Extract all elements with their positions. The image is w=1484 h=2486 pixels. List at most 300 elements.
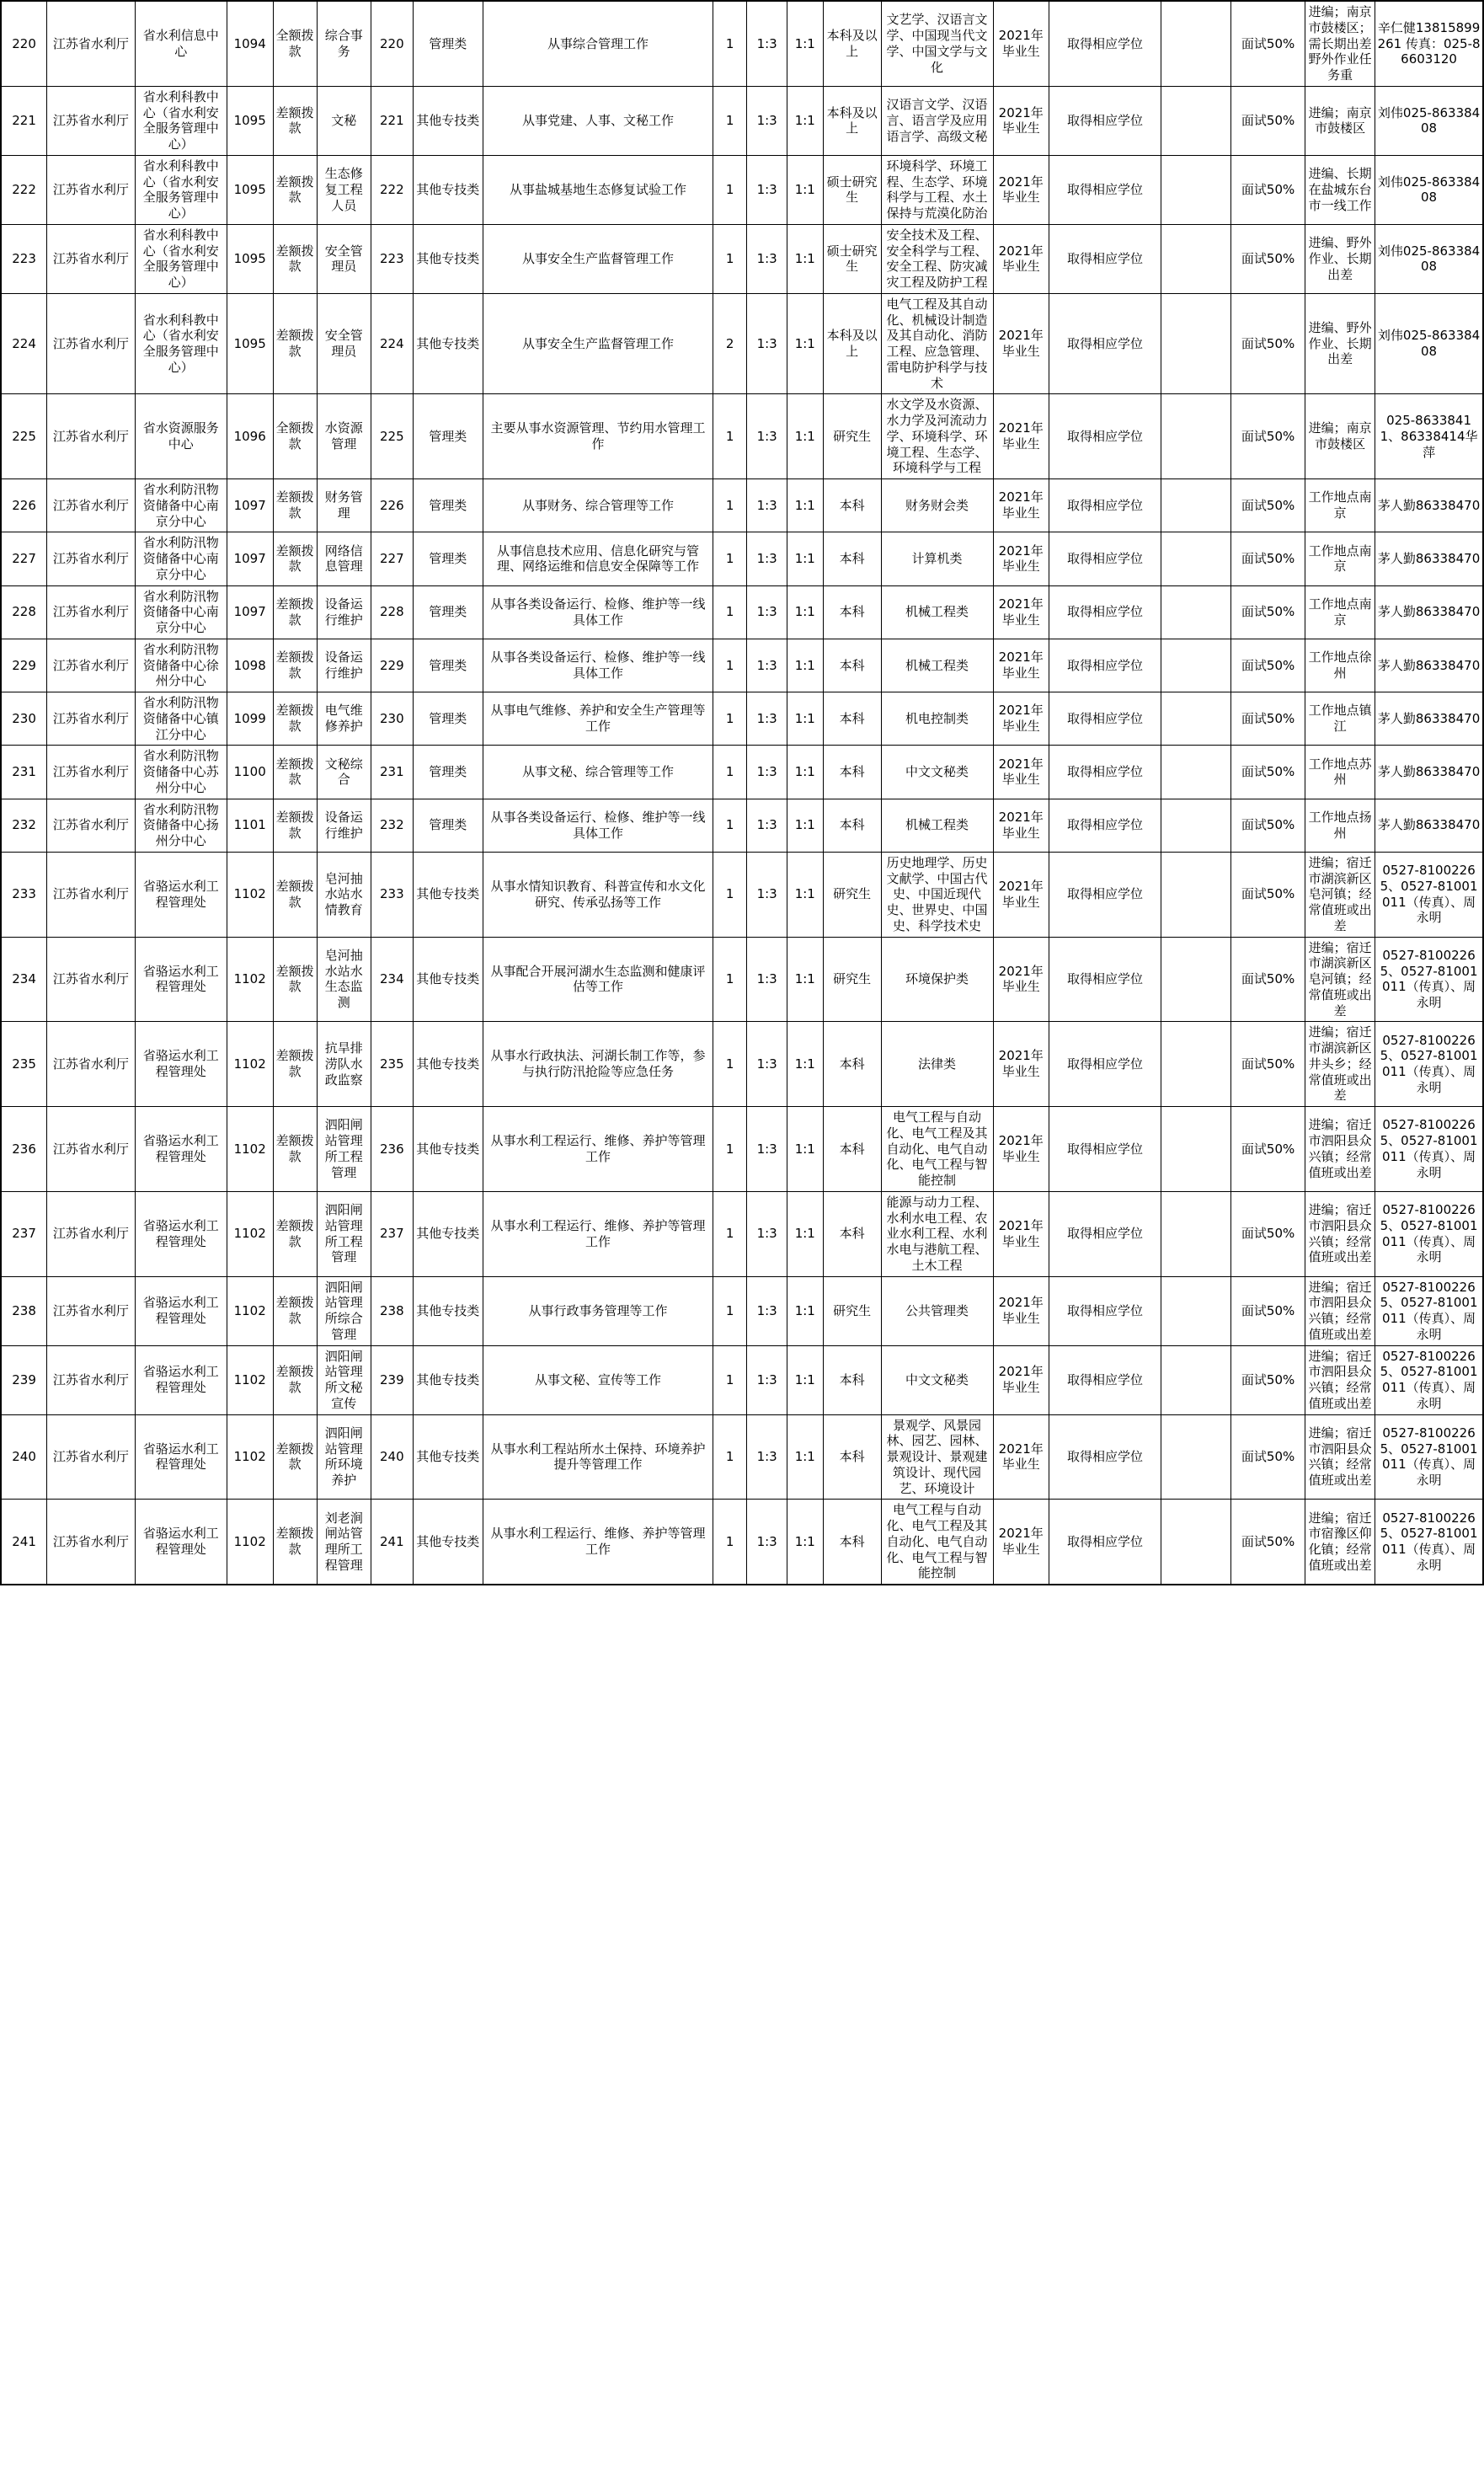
post-type-cell: 其他专技类 xyxy=(413,1191,483,1276)
dept-cell: 江苏省水利厅 xyxy=(47,585,136,639)
unit-cell: 省水利防汛物资储备中心苏州分中心 xyxy=(135,746,227,799)
row-index: 225 xyxy=(1,394,47,479)
interview-ratio-cell: 1:1 xyxy=(787,852,823,937)
row-index: 233 xyxy=(1,852,47,937)
table-row xyxy=(1,293,1483,394)
post-type-cell: 管理类 xyxy=(413,639,483,692)
interview-ratio-cell: 1:1 xyxy=(787,1107,823,1192)
other-cell xyxy=(1161,937,1231,1022)
contact-cell: 辛仁健13815899261 传真：025-86603120 xyxy=(1375,1,1483,86)
headcount-cell: 1 xyxy=(713,937,747,1022)
grad-year-cell: 2021年毕业生 xyxy=(993,1500,1049,1585)
dept-cell: 江苏省水利厅 xyxy=(47,1107,136,1192)
post-type-cell: 其他专技类 xyxy=(413,155,483,224)
contact-cell: 茅人勤86338470 xyxy=(1375,692,1483,746)
unit-cell: 省骆运水利工程管理处 xyxy=(135,1500,227,1585)
duty-cell: 从事信息技术应用、信息化研究与管理、网络运维和信息安全保障等工作 xyxy=(483,532,713,585)
grad-year-cell: 2021年毕业生 xyxy=(993,1191,1049,1276)
table-row xyxy=(1,479,1483,532)
interview-ratio-cell: 1:1 xyxy=(787,155,823,224)
headcount-cell: 1 xyxy=(713,1500,747,1585)
degree-cell: 取得相应学位 xyxy=(1049,692,1161,746)
other-cell xyxy=(1161,155,1231,224)
degree-cell: 取得相应学位 xyxy=(1049,86,1161,155)
duty-cell: 从事文秘、综合管理等工作 xyxy=(483,746,713,799)
major-cell: 电气工程与自动化、电气工程及其自动化、电气自动化、电气工程与智能控制 xyxy=(881,1500,993,1585)
contact-cell: 0527-81002265、0527-81001011（传真）、周永明 xyxy=(1375,1022,1483,1107)
headcount-cell: 2 xyxy=(713,293,747,394)
post-code-cell: 227 xyxy=(371,532,413,585)
dept-cell: 江苏省水利厅 xyxy=(47,1191,136,1276)
table-row xyxy=(1,852,1483,937)
headcount-cell: 1 xyxy=(713,479,747,532)
exam-method-cell: 面试50% xyxy=(1231,692,1305,746)
education-cell: 本科 xyxy=(823,746,881,799)
headcount-cell: 1 xyxy=(713,1191,747,1276)
degree-cell: 取得相应学位 xyxy=(1049,1500,1161,1585)
unit-cell: 省骆运水利工程管理处 xyxy=(135,937,227,1022)
post-code-cell: 221 xyxy=(371,86,413,155)
grad-year-cell: 2021年毕业生 xyxy=(993,532,1049,585)
open-ratio-cell: 1:3 xyxy=(747,1022,787,1107)
remark-cell: 工作地点扬州 xyxy=(1305,799,1375,852)
interview-ratio-cell: 1:1 xyxy=(787,532,823,585)
post-cell: 网络信息管理 xyxy=(317,532,371,585)
degree-cell: 取得相应学位 xyxy=(1049,1276,1161,1345)
other-cell xyxy=(1161,639,1231,692)
contact-cell: 茅人勤86338470 xyxy=(1375,799,1483,852)
unit-code-cell: 1102 xyxy=(227,1414,273,1500)
funding-cell: 差额拨款 xyxy=(273,692,317,746)
post-code-cell: 222 xyxy=(371,155,413,224)
dept-cell: 江苏省水利厅 xyxy=(47,1345,136,1414)
duty-cell: 从事水利工程运行、维修、养护等管理工作 xyxy=(483,1191,713,1276)
other-cell xyxy=(1161,1414,1231,1500)
education-cell: 本科 xyxy=(823,1500,881,1585)
open-ratio-cell: 1:3 xyxy=(747,1107,787,1192)
duty-cell: 从事水利工程运行、维修、养护等管理工作 xyxy=(483,1107,713,1192)
unit-code-cell: 1095 xyxy=(227,155,273,224)
grad-year-cell: 2021年毕业生 xyxy=(993,1,1049,86)
interview-ratio-cell: 1:1 xyxy=(787,224,823,293)
major-cell: 景观学、风景园林、园艺、园林、景观设计、景观建筑设计、现代园艺、环境设计 xyxy=(881,1414,993,1500)
interview-ratio-cell: 1:1 xyxy=(787,1022,823,1107)
duty-cell: 从事水情知识教育、科普宣传和水文化研究、传承弘扬等工作 xyxy=(483,852,713,937)
contact-cell: 0527-81002265、0527-81001011（传真）、周永明 xyxy=(1375,1276,1483,1345)
post-type-cell: 其他专技类 xyxy=(413,1107,483,1192)
remark-cell: 进编、野外作业、长期出差 xyxy=(1305,293,1375,394)
table-body xyxy=(1,1,1483,1585)
open-ratio-cell: 1:3 xyxy=(747,1191,787,1276)
grad-year-cell: 2021年毕业生 xyxy=(993,1414,1049,1500)
funding-cell: 差额拨款 xyxy=(273,293,317,394)
major-cell: 中文文秘类 xyxy=(881,746,993,799)
open-ratio-cell: 1:3 xyxy=(747,692,787,746)
unit-code-cell: 1095 xyxy=(227,224,273,293)
open-ratio-cell: 1:3 xyxy=(747,639,787,692)
unit-code-cell: 1102 xyxy=(227,852,273,937)
remark-cell: 进编；南京市鼓楼区 xyxy=(1305,86,1375,155)
exam-method-cell: 面试50% xyxy=(1231,86,1305,155)
post-code-cell: 233 xyxy=(371,852,413,937)
interview-ratio-cell: 1:1 xyxy=(787,639,823,692)
remark-cell: 进编；宿迁市泗阳县众兴镇；经常值班或出差 xyxy=(1305,1107,1375,1192)
grad-year-cell: 2021年毕业生 xyxy=(993,1107,1049,1192)
other-cell xyxy=(1161,1345,1231,1414)
row-index: 237 xyxy=(1,1191,47,1276)
table-row xyxy=(1,155,1483,224)
remark-cell: 进编、长期在盐城东台市一线工作 xyxy=(1305,155,1375,224)
education-cell: 本科 xyxy=(823,799,881,852)
unit-cell: 省骆运水利工程管理处 xyxy=(135,1345,227,1414)
interview-ratio-cell: 1:1 xyxy=(787,479,823,532)
post-type-cell: 其他专技类 xyxy=(413,1500,483,1585)
remark-cell: 工作地点苏州 xyxy=(1305,746,1375,799)
dept-cell: 江苏省水利厅 xyxy=(47,1022,136,1107)
exam-method-cell: 面试50% xyxy=(1231,532,1305,585)
unit-code-cell: 1102 xyxy=(227,1022,273,1107)
degree-cell: 取得相应学位 xyxy=(1049,852,1161,937)
open-ratio-cell: 1:3 xyxy=(747,852,787,937)
interview-ratio-cell: 1:1 xyxy=(787,1500,823,1585)
funding-cell: 全额拨款 xyxy=(273,1,317,86)
unit-code-cell: 1102 xyxy=(227,1276,273,1345)
row-index: 236 xyxy=(1,1107,47,1192)
remark-cell: 进编；宿迁市泗阳县众兴镇；经常值班或出差 xyxy=(1305,1345,1375,1414)
degree-cell: 取得相应学位 xyxy=(1049,799,1161,852)
post-cell: 财务管理 xyxy=(317,479,371,532)
table-row xyxy=(1,639,1483,692)
grad-year-cell: 2021年毕业生 xyxy=(993,394,1049,479)
post-cell: 泗阳闸站管理所工程管理 xyxy=(317,1191,371,1276)
education-cell: 研究生 xyxy=(823,394,881,479)
post-cell: 安全管理员 xyxy=(317,224,371,293)
interview-ratio-cell: 1:1 xyxy=(787,293,823,394)
grad-year-cell: 2021年毕业生 xyxy=(993,1276,1049,1345)
dept-cell: 江苏省水利厅 xyxy=(47,852,136,937)
major-cell: 安全技术及工程、安全科学与工程、安全工程、防灾减灾工程及防护工程 xyxy=(881,224,993,293)
education-cell: 研究生 xyxy=(823,937,881,1022)
unit-code-cell: 1102 xyxy=(227,1500,273,1585)
unit-code-cell: 1098 xyxy=(227,639,273,692)
duty-cell: 从事行政事务管理等工作 xyxy=(483,1276,713,1345)
duty-cell: 从事综合管理工作 xyxy=(483,1,713,86)
major-cell: 财务财会类 xyxy=(881,479,993,532)
duty-cell: 从事安全生产监督管理工作 xyxy=(483,293,713,394)
post-cell: 文秘 xyxy=(317,86,371,155)
other-cell xyxy=(1161,746,1231,799)
education-cell: 本科 xyxy=(823,1345,881,1414)
exam-method-cell: 面试50% xyxy=(1231,585,1305,639)
grad-year-cell: 2021年毕业生 xyxy=(993,746,1049,799)
dept-cell: 江苏省水利厅 xyxy=(47,224,136,293)
grad-year-cell: 2021年毕业生 xyxy=(993,937,1049,1022)
table-row xyxy=(1,692,1483,746)
post-code-cell: 226 xyxy=(371,479,413,532)
grad-year-cell: 2021年毕业生 xyxy=(993,479,1049,532)
post-cell: 文秘综合 xyxy=(317,746,371,799)
remark-cell: 进编；南京市鼓楼区；需长期出差野外作业任务重 xyxy=(1305,1,1375,86)
post-code-cell: 232 xyxy=(371,799,413,852)
unit-cell: 省骆运水利工程管理处 xyxy=(135,1191,227,1276)
post-cell: 安全管理员 xyxy=(317,293,371,394)
post-code-cell: 238 xyxy=(371,1276,413,1345)
dept-cell: 江苏省水利厅 xyxy=(47,692,136,746)
dept-cell: 江苏省水利厅 xyxy=(47,799,136,852)
education-cell: 本科及以上 xyxy=(823,293,881,394)
post-code-cell: 223 xyxy=(371,224,413,293)
exam-method-cell: 面试50% xyxy=(1231,479,1305,532)
exam-method-cell: 面试50% xyxy=(1231,1107,1305,1192)
headcount-cell: 1 xyxy=(713,692,747,746)
exam-method-cell: 面试50% xyxy=(1231,1414,1305,1500)
major-cell: 机械工程类 xyxy=(881,639,993,692)
unit-code-cell: 1102 xyxy=(227,937,273,1022)
post-type-cell: 其他专技类 xyxy=(413,852,483,937)
post-type-cell: 管理类 xyxy=(413,799,483,852)
post-cell: 设备运行维护 xyxy=(317,639,371,692)
row-index: 221 xyxy=(1,86,47,155)
funding-cell: 差额拨款 xyxy=(273,1276,317,1345)
exam-method-cell: 面试50% xyxy=(1231,155,1305,224)
row-index: 229 xyxy=(1,639,47,692)
exam-method-cell: 面试50% xyxy=(1231,224,1305,293)
unit-cell: 省水利信息中心 xyxy=(135,1,227,86)
table-row xyxy=(1,937,1483,1022)
contact-cell: 0527-81002265、0527-81001011（传真）、周永明 xyxy=(1375,1414,1483,1500)
exam-method-cell: 面试50% xyxy=(1231,394,1305,479)
contact-cell: 0527-81002265、0527-81001011（传真）、周永明 xyxy=(1375,1191,1483,1276)
post-cell: 刘老涧闸站管理所工程管理 xyxy=(317,1500,371,1585)
unit-cell: 省水利科教中心（省水利安全服务管理中心） xyxy=(135,155,227,224)
unit-cell: 省水利防汛物资储备中心徐州分中心 xyxy=(135,639,227,692)
contact-cell: 0527-81002265、0527-81001011（传真）、周永明 xyxy=(1375,1107,1483,1192)
headcount-cell: 1 xyxy=(713,224,747,293)
open-ratio-cell: 1:3 xyxy=(747,1276,787,1345)
funding-cell: 差额拨款 xyxy=(273,937,317,1022)
headcount-cell: 1 xyxy=(713,852,747,937)
post-code-cell: 225 xyxy=(371,394,413,479)
contact-cell: 刘伟025-86338408 xyxy=(1375,86,1483,155)
unit-code-cell: 1096 xyxy=(227,394,273,479)
unit-code-cell: 1097 xyxy=(227,532,273,585)
contact-cell: 茅人勤86338470 xyxy=(1375,479,1483,532)
degree-cell: 取得相应学位 xyxy=(1049,1022,1161,1107)
unit-code-cell: 1095 xyxy=(227,293,273,394)
other-cell xyxy=(1161,1,1231,86)
interview-ratio-cell: 1:1 xyxy=(787,799,823,852)
grad-year-cell: 2021年毕业生 xyxy=(993,293,1049,394)
table-row xyxy=(1,394,1483,479)
duty-cell: 从事配合开展河湖水生态监测和健康评估等工作 xyxy=(483,937,713,1022)
education-cell: 研究生 xyxy=(823,852,881,937)
degree-cell: 取得相应学位 xyxy=(1049,532,1161,585)
contact-cell: 刘伟025-86338408 xyxy=(1375,224,1483,293)
funding-cell: 差额拨款 xyxy=(273,1191,317,1276)
education-cell: 本科 xyxy=(823,1414,881,1500)
table-row xyxy=(1,224,1483,293)
interview-ratio-cell: 1:1 xyxy=(787,692,823,746)
education-cell: 本科 xyxy=(823,1022,881,1107)
open-ratio-cell: 1:3 xyxy=(747,1500,787,1585)
funding-cell: 差额拨款 xyxy=(273,852,317,937)
exam-method-cell: 面试50% xyxy=(1231,293,1305,394)
headcount-cell: 1 xyxy=(713,639,747,692)
table-row xyxy=(1,86,1483,155)
degree-cell: 取得相应学位 xyxy=(1049,937,1161,1022)
post-type-cell: 管理类 xyxy=(413,532,483,585)
funding-cell: 差额拨款 xyxy=(273,1414,317,1500)
post-code-cell: 220 xyxy=(371,1,413,86)
major-cell: 法律类 xyxy=(881,1022,993,1107)
post-code-cell: 241 xyxy=(371,1500,413,1585)
grad-year-cell: 2021年毕业生 xyxy=(993,585,1049,639)
table-row xyxy=(1,1,1483,86)
degree-cell: 取得相应学位 xyxy=(1049,1191,1161,1276)
remark-cell: 进编；宿迁市湖滨新区皂河镇；经常值班或出差 xyxy=(1305,852,1375,937)
table-row xyxy=(1,799,1483,852)
grad-year-cell: 2021年毕业生 xyxy=(993,224,1049,293)
exam-method-cell: 面试50% xyxy=(1231,937,1305,1022)
headcount-cell: 1 xyxy=(713,394,747,479)
table-row xyxy=(1,1500,1483,1585)
row-index: 240 xyxy=(1,1414,47,1500)
post-type-cell: 其他专技类 xyxy=(413,1414,483,1500)
post-cell: 皂河抽水站水情教育 xyxy=(317,852,371,937)
duty-cell: 从事各类设备运行、检修、维护等一线具体工作 xyxy=(483,585,713,639)
exam-method-cell: 面试50% xyxy=(1231,746,1305,799)
duty-cell: 从事水利工程站所水土保持、环境养护提升等管理工作 xyxy=(483,1414,713,1500)
exam-method-cell: 面试50% xyxy=(1231,1276,1305,1345)
interview-ratio-cell: 1:1 xyxy=(787,1191,823,1276)
remark-cell: 进编、野外作业、长期出差 xyxy=(1305,224,1375,293)
degree-cell: 取得相应学位 xyxy=(1049,1107,1161,1192)
major-cell: 计算机类 xyxy=(881,532,993,585)
post-code-cell: 229 xyxy=(371,639,413,692)
unit-cell: 省水利科教中心（省水利安全服务管理中心） xyxy=(135,293,227,394)
degree-cell: 取得相应学位 xyxy=(1049,639,1161,692)
contact-cell: 刘伟025-86338408 xyxy=(1375,293,1483,394)
unit-cell: 省水利科教中心（省水利安全服务管理中心） xyxy=(135,224,227,293)
duty-cell: 从事盐城基地生态修复试验工作 xyxy=(483,155,713,224)
unit-code-cell: 1099 xyxy=(227,692,273,746)
duty-cell: 从事各类设备运行、检修、维护等一线具体工作 xyxy=(483,799,713,852)
headcount-cell: 1 xyxy=(713,799,747,852)
contact-cell: 茅人勤86338470 xyxy=(1375,532,1483,585)
duty-cell: 从事水行政执法、河湖长制工作等，参与执行防汛抢险等应急任务 xyxy=(483,1022,713,1107)
post-cell: 电气维修养护 xyxy=(317,692,371,746)
education-cell: 本科 xyxy=(823,639,881,692)
remark-cell: 工作地点南京 xyxy=(1305,585,1375,639)
duty-cell: 从事财务、综合管理等工作 xyxy=(483,479,713,532)
row-index: 220 xyxy=(1,1,47,86)
dept-cell: 江苏省水利厅 xyxy=(47,394,136,479)
other-cell xyxy=(1161,86,1231,155)
open-ratio-cell: 1:3 xyxy=(747,293,787,394)
remark-cell: 进编；宿迁市泗阳县众兴镇；经常值班或出差 xyxy=(1305,1414,1375,1500)
post-code-cell: 236 xyxy=(371,1107,413,1192)
remark-cell: 进编；宿迁市泗阳县众兴镇；经常值班或出差 xyxy=(1305,1191,1375,1276)
exam-method-cell: 面试50% xyxy=(1231,852,1305,937)
post-code-cell: 231 xyxy=(371,746,413,799)
education-cell: 本科 xyxy=(823,532,881,585)
grad-year-cell: 2021年毕业生 xyxy=(993,639,1049,692)
unit-cell: 省骆运水利工程管理处 xyxy=(135,1107,227,1192)
other-cell xyxy=(1161,479,1231,532)
grad-year-cell: 2021年毕业生 xyxy=(993,799,1049,852)
other-cell xyxy=(1161,1191,1231,1276)
education-cell: 硕士研究生 xyxy=(823,155,881,224)
education-cell: 本科 xyxy=(823,479,881,532)
table-row xyxy=(1,585,1483,639)
unit-code-cell: 1101 xyxy=(227,799,273,852)
funding-cell: 差额拨款 xyxy=(273,86,317,155)
other-cell xyxy=(1161,293,1231,394)
unit-cell: 省水利防汛物资储备中心扬州分中心 xyxy=(135,799,227,852)
funding-cell: 差额拨款 xyxy=(273,746,317,799)
post-code-cell: 234 xyxy=(371,937,413,1022)
dept-cell: 江苏省水利厅 xyxy=(47,1276,136,1345)
exam-method-cell: 面试50% xyxy=(1231,1,1305,86)
post-type-cell: 管理类 xyxy=(413,692,483,746)
funding-cell: 差额拨款 xyxy=(273,532,317,585)
post-code-cell: 228 xyxy=(371,585,413,639)
open-ratio-cell: 1:3 xyxy=(747,937,787,1022)
exam-method-cell: 面试50% xyxy=(1231,799,1305,852)
headcount-cell: 1 xyxy=(713,1276,747,1345)
open-ratio-cell: 1:3 xyxy=(747,532,787,585)
post-type-cell: 管理类 xyxy=(413,746,483,799)
funding-cell: 差额拨款 xyxy=(273,1500,317,1585)
major-cell: 文艺学、汉语言文学、中国现当代文学、中国文学与文化 xyxy=(881,1,993,86)
headcount-cell: 1 xyxy=(713,155,747,224)
post-type-cell: 其他专技类 xyxy=(413,1276,483,1345)
row-index: 238 xyxy=(1,1276,47,1345)
degree-cell: 取得相应学位 xyxy=(1049,746,1161,799)
unit-cell: 省骆运水利工程管理处 xyxy=(135,1022,227,1107)
post-cell: 设备运行维护 xyxy=(317,585,371,639)
remark-cell: 工作地点南京 xyxy=(1305,479,1375,532)
row-index: 234 xyxy=(1,937,47,1022)
row-index: 226 xyxy=(1,479,47,532)
funding-cell: 全额拨款 xyxy=(273,394,317,479)
interview-ratio-cell: 1:1 xyxy=(787,1345,823,1414)
dept-cell: 江苏省水利厅 xyxy=(47,937,136,1022)
grad-year-cell: 2021年毕业生 xyxy=(993,155,1049,224)
degree-cell: 取得相应学位 xyxy=(1049,394,1161,479)
contact-cell: 0527-81002265、0527-81001011（传真）、周永明 xyxy=(1375,1500,1483,1585)
unit-cell: 省水利防汛物资储备中心镇江分中心 xyxy=(135,692,227,746)
grad-year-cell: 2021年毕业生 xyxy=(993,1022,1049,1107)
interview-ratio-cell: 1:1 xyxy=(787,1,823,86)
interview-ratio-cell: 1:1 xyxy=(787,937,823,1022)
table-row xyxy=(1,1107,1483,1192)
contact-cell: 茅人勤86338470 xyxy=(1375,639,1483,692)
unit-code-cell: 1097 xyxy=(227,479,273,532)
dept-cell: 江苏省水利厅 xyxy=(47,479,136,532)
row-index: 230 xyxy=(1,692,47,746)
major-cell: 公共管理类 xyxy=(881,1276,993,1345)
other-cell xyxy=(1161,1107,1231,1192)
degree-cell: 取得相应学位 xyxy=(1049,224,1161,293)
major-cell: 机电控制类 xyxy=(881,692,993,746)
education-cell: 本科 xyxy=(823,692,881,746)
unit-code-cell: 1100 xyxy=(227,746,273,799)
major-cell: 电气工程及其自动化、机械设计制造及其自动化、消防工程、应急管理、雷电防护科学与技术 xyxy=(881,293,993,394)
major-cell: 中文文秘类 xyxy=(881,1345,993,1414)
post-code-cell: 235 xyxy=(371,1022,413,1107)
post-type-cell: 其他专技类 xyxy=(413,1345,483,1414)
